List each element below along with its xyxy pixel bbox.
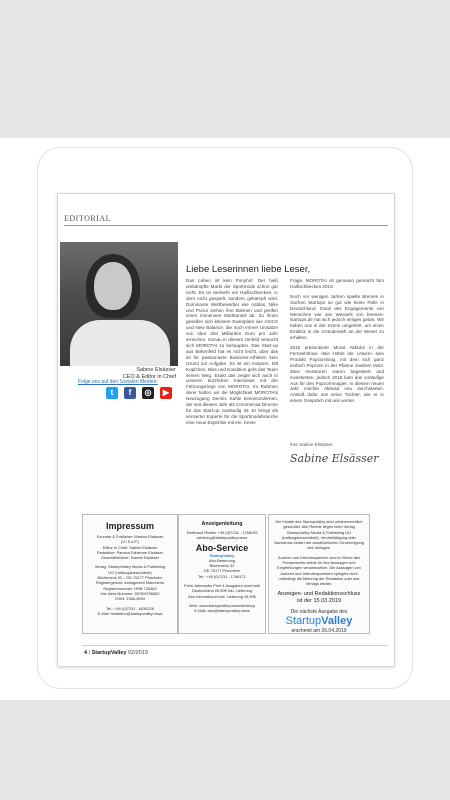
instagram-icon[interactable]: ◎: [142, 387, 154, 399]
magazine-page[interactable]: [57, 193, 395, 667]
rights-box: [268, 514, 370, 634]
app-background-bottom: [0, 700, 450, 800]
footer-issue: 02/2019: [127, 650, 148, 656]
col2-paragraph-1: Frage, MOROTAI ist genauso gemacht fürs Haifischbecken 2019.: [290, 278, 384, 289]
header-rule: [64, 225, 388, 226]
photo-vest: [70, 320, 170, 366]
col2-paragraph-3: 2015 präsentierte Murat Akbulut in der Fernsehshow »Die Höhle der Löwen« sein Produkt Popcornloop, mit dem sich ganz einfach Popcorn in der Pfanne zaubern lässt. Zwei Investoren waren begeistert und investierten, jedoch 2018 kam das vorläufige Aus für den Popcornmagier. In diesem neuen Jahr möchte Akbulut neu durchstarten. Anstoß dafür war seine Tochter, wie er in einem Gespräch mit uns verriet.: [290, 345, 384, 404]
anzeigen-title: Anzeigenleitung: [201, 521, 243, 527]
signature-label: Ihre Sabine Elsässer: [290, 442, 333, 447]
page-footer: 4 | StartupValley 02/2019: [84, 650, 148, 656]
signature: Sabine Elsässer: [290, 452, 379, 465]
deadline-date: ist der 15.03.2019: [296, 597, 342, 604]
editorial-column-2: [290, 278, 384, 404]
page-number: 4: [84, 650, 88, 656]
editorial-headline: Liebe Leserinnen liebe Leser,: [186, 264, 311, 275]
next-issue-date: erscheint am 26.04.2019: [291, 627, 347, 634]
col2-paragraph-2: Noch vor wenigen Jahren spielte Bremen in Sachen Startups so gut wie keine Rolle in Deutschland. Dank des Engagements von Menschen wie Jan Wessels von bremen-startups.de hat sich jedoch einiges getan. Wir haben uns in der Szene umgehört, um einen Einblick in die Gründerwelt an der Weser zu erhalten.: [290, 293, 384, 341]
section-label: EDITORIAL: [64, 214, 112, 223]
next-issue-label: Die nächste Ausgabe des: [290, 608, 348, 615]
abo-text: StartupValley Abo-Betreuung Bücheneck 32 DE-75177 Pforzheim Tel.: +49 (0)7231 - 1768171 Preis Jahresabo Print 4 Ausgaben innerhalb Deutschland 25,90€ inkl. Lieferung Abo International inkl. Lieferung 45,90€ Web: www.startupvalley.news/de/shop E-Mail: abo@startupvalley.news: [184, 552, 260, 614]
rights-copyright: Die Inhalte des StartupValley sind urheberrechtlich geschützt. Alle Rechte liegen beim Verlag StartupValley Media & Publishing UG (haftungsbeschränkt). Vervielfältigung oder Nachdruck bedarf der ausdrücklichen Genehmigung des Verlages.: [274, 519, 364, 551]
impressum-text: Founder & Publisher: Markus Elsässer (V.i.S.d.P.) Editor in Chief: Sabine Elsässer Redaktion: Pamina Fabienne Elsässer Geschäftsführer: Sabine Elsässer Verlag: StartupValley Media & Publishing UG (haftungsbeschränkt) Bücheneck 32 – DE-75177 Pforzheim Registergericht: Amtsgericht Mannheim Registernummer: HRB 726463 Ust-Ident-Nummer: DE309756582 ISSN: 2366-4894 Tel.: +49 (0)7231 - 6035226 E-Mail: redaktion@startupvalley.news: [94, 534, 166, 616]
rights-disclaimer: Autoren und Interviewpartner sind im Sinne des Presserechts selbst für ihre Aussagen und Empfehlungen verantwortlich. Die Aussagen von Autoren und Interviewpartnern spiegeln nicht unbedingt die Meinung der Redaktion oder des Verlags wieder.: [277, 554, 361, 587]
caption-name: Sabine Elsässer: [136, 367, 176, 373]
advertising-abo-box: [178, 514, 266, 634]
footer-rule: [82, 645, 388, 646]
startupvalley-logo: StartupValley: [285, 614, 353, 627]
app-background-top: [0, 0, 450, 138]
photo-face: [94, 262, 132, 310]
editor-photo: [60, 242, 178, 366]
social-follow-link[interactable]: Folge uns auf den Sozialen Medien:: [78, 379, 158, 385]
footer-brand: StartupValley: [91, 650, 127, 656]
editorial-column-1: Das Leben ist kein Ponyhof. Der heiß umkämpfte Markt der Sportmode schon gar nicht. Es ist vielmehr ein Haifischbecken, in dem nicht gespielt, sondern gekämpft wird. Dominante Wettbewerber wie Adidas, Nike und Puma ziehen ihre Bahnen und greifen einen immensen Marktanteil ab. Zu ihnen gesellen sich kleinere Exemplare wie ASICS und New Balance, die noch immer Umsätze von über drei Milliarden Euro pro Jahr erreichen. Genau in diesem Umfeld versucht sich MOROTAI zu behaupten. Das Start-up aus Birkenfeld hat es nicht leicht, aber das ist für passionierte Business-Athleten kein Grund zur Aufgabe. Es ist ein Ansporn. Mit Kopfchen, Biss und Kondition geht das Team seinen Weg. Exakt das zeigte sich auch in unseren kürzlichen Interviews mit der Führungsriege von MOROTAI. Im Rahmen derer hatten wir die Möglichkeit MOROTAIs Neuzugang Dennis Kahle kennenzulernen, der seit diesem Jahr als Commercial Director für das Start-up zuständig ist. Er bringt als versierter Experte für die Sportmodebranche eine neue Expertise mit ein. Keine: [186, 278, 278, 425]
caption-role: CEO & Editor in Chief: [122, 374, 176, 380]
anzeigen-text: Edeltraud Richter +49 (0)7231 - 1768199 werbung@startupvalley.news: [186, 530, 258, 541]
youtube-icon[interactable]: ▶: [160, 387, 172, 399]
impressum-box: [82, 514, 178, 634]
abo-title: Abo-Service: [195, 542, 249, 553]
twitter-icon[interactable]: t: [106, 387, 118, 399]
deadline-label: Anzeigen- und Redaktionsschluss: [277, 590, 361, 597]
impressum-title: Impressum: [105, 521, 155, 531]
facebook-icon[interactable]: f: [124, 387, 136, 399]
